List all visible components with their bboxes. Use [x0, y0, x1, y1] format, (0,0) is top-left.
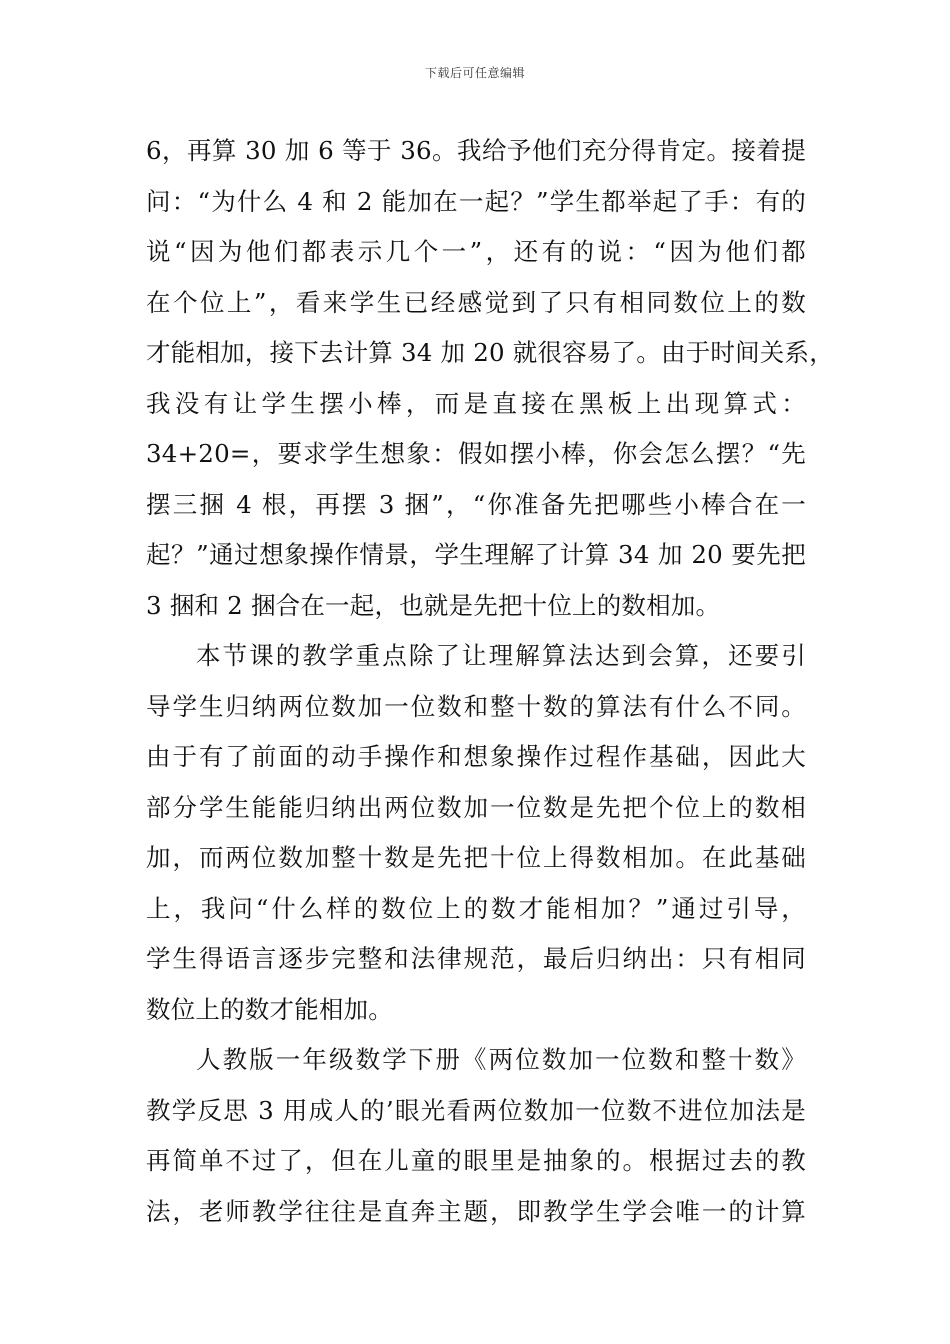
text-line: 6，再算 30 加 6 等于 36。我给予他们充分得肯定。接着提 — [146, 136, 806, 165]
text-line: 学生得语言逐步完整和法律规范，最后归纳出：只有相同 — [146, 944, 806, 973]
page-header: 下载后可任意编辑 — [424, 66, 525, 80]
text-line: 说“因为他们都表示几个一”，还有的说：“因为他们都 — [146, 237, 806, 266]
text-line: 人教版一年级数学下册《两位数加一位数和整十数》 — [196, 1045, 806, 1074]
text-line: 才能相加，接下去计算 34 加 20 就很容易了。由于时间关系， — [146, 338, 834, 367]
text-line: 我没有让学生摆小棒，而是直接在黑板上出现算式： — [146, 388, 806, 418]
text-line: 部分学生能能归纳出两位数加一位数是先把个位上的数相 — [146, 792, 806, 822]
text-line: 3 捆和 2 捆合在一起，也就是先把十位上的数相加。 — [146, 590, 721, 620]
text-line: 34+20=，要求学生想象：假如摆小棒，你会怎么摆？“先 — [146, 439, 806, 468]
text-line: 由于有了前面的动手操作和想象操作过程作基础，因此大 — [146, 742, 806, 771]
text-line: 再简单不过了，但在儿童的眼里是抽象的。根据过去的教 — [146, 1146, 806, 1175]
document-body — [146, 126, 834, 1237]
text-line: 数位上的数才能相加。 — [146, 994, 393, 1024]
text-line: 教学反思 3 用成人的’眼光看两位数加一位数不进位加法是 — [146, 1095, 806, 1125]
text-line: 法，老师教学往往是直奔主题，即教学生学会唯一的计算 — [146, 1196, 806, 1226]
text-line: 在个位上”，看来学生已经感觉到了只有相同数位上的数 — [146, 287, 806, 317]
text-line: 摆三捆 4 根，再摆 3 捆”，“你准备先把哪些小棒合在一 — [146, 489, 806, 519]
text-line: 问：“为什么 4 和 2 能加在一起？”学生都举起了手：有的 — [146, 186, 806, 216]
text-line: 上，我问“什么样的数位上的数才能相加？”通过引导， — [146, 893, 806, 923]
text-line: 起？”通过想象操作情景，学生理解了计算 34 加 20 要先把 — [146, 540, 806, 569]
text-line: 导学生归纳两位数加一位数和整十数的算法有什么不同。 — [146, 691, 806, 721]
text-line: 加，而两位数加整十数是先把十位上得数相加。在此基础 — [146, 843, 806, 872]
text-line: 本节课的教学重点除了让理解算法达到会算，还要引 — [196, 641, 806, 670]
